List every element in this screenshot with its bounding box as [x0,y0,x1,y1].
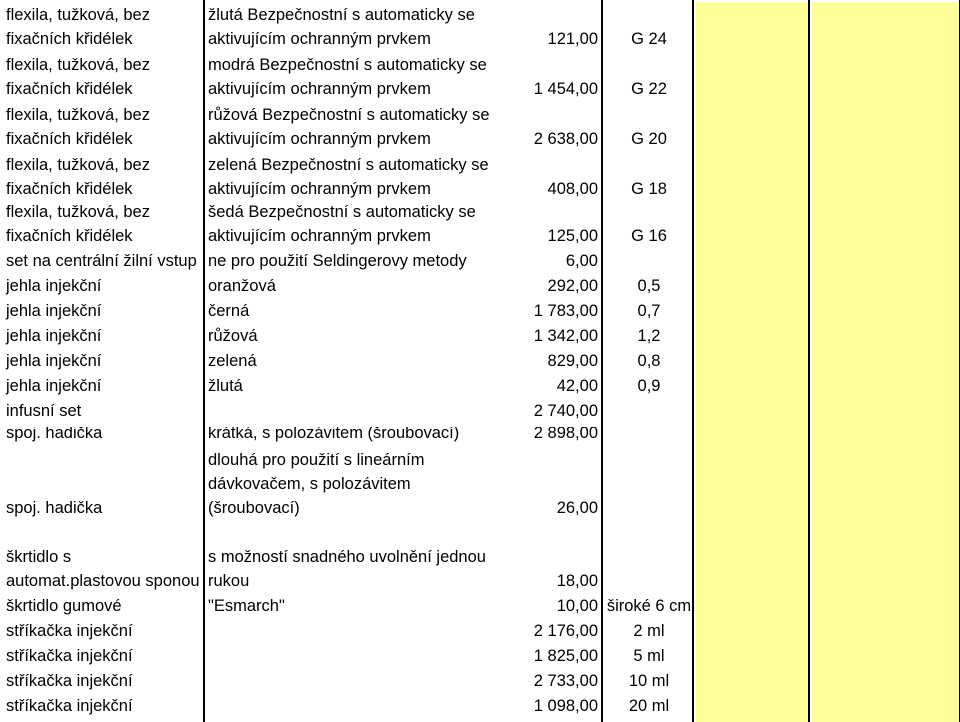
cell-text: G 16 [631,227,667,245]
cell-c0[interactable] [4,2,204,55]
cell-c1[interactable] [206,105,506,155]
cell-c3[interactable] [602,155,696,205]
cell-text: stříkačka injekční [6,622,133,640]
cell-text: škrtidlo s automat.plastovou sponou [6,548,200,590]
table-row [0,427,960,449]
cell-c1[interactable] [206,55,506,105]
cell-text: škrtidlo gumové [6,597,122,615]
cell-c2[interactable] [506,697,602,722]
cell-c2[interactable] [506,672,602,697]
cell-c3[interactable] [602,524,696,597]
cell-text: flexila, tužková, bez fixačních křidélek [6,106,150,148]
cell-c3[interactable] [602,622,696,647]
cell-text: G 24 [631,30,667,48]
cell-c3[interactable] [602,205,696,252]
cell-c5[interactable] [812,402,960,427]
table-row [0,449,960,524]
cell-c5[interactable] [812,647,960,672]
table-row [0,302,960,327]
cell-c3[interactable] [602,597,696,622]
table-row [0,697,960,722]
cell-c1[interactable] [206,302,506,327]
cell-c1[interactable] [206,377,506,402]
cell-text: 0,5 [637,277,661,295]
cell-text: žlutá Bezpečnostní s automaticky se aktivujícím ochranným prvkem [208,6,475,48]
cell-text: jehla injekční [6,302,102,320]
cell-text: jehla injekční [6,277,102,295]
cell-text: zelená Bezpečnostní s automaticky se aktivujícím ochranným prvkem [208,156,489,198]
cell-c4[interactable] [696,205,810,252]
cell-text: jehla injekční [6,352,102,370]
cell-c5[interactable] [812,277,960,302]
cell-text: ne pro použití Seldingerovy metody [208,252,467,270]
cell-c2[interactable] [506,302,602,327]
cell-c3[interactable] [602,697,696,722]
cell-text: 18,00 [556,572,598,590]
cell-text: 1 454,00 [533,80,598,98]
cell-c2[interactable] [506,105,602,155]
cell-c0[interactable] [4,352,204,377]
cell-c4[interactable] [696,647,810,672]
cell-c0[interactable] [4,524,204,597]
cell-c3[interactable] [602,105,696,155]
cell-c0[interactable] [4,647,204,672]
cell-text: stříkačka injekční [6,697,133,715]
cell-text: flexila, tužková, bez fixačních křidélek [6,205,150,245]
cell-c4[interactable] [696,449,810,524]
table-row [0,252,960,277]
cell-text: 2 ml [633,622,665,640]
cell-text: stříkačka injekční [6,672,133,690]
cell-text: 2 176,00 [533,622,598,640]
cell-c1[interactable] [206,402,506,427]
cell-c4[interactable] [696,252,810,277]
cell-c0[interactable] [4,327,204,352]
cell-c2[interactable] [506,55,602,105]
cell-c2[interactable] [506,427,602,449]
cell-text: 408,00 [547,180,598,198]
cell-c4[interactable] [696,155,810,205]
cell-c2[interactable] [506,155,602,205]
cell-c0[interactable] [4,55,204,105]
cell-c5[interactable] [812,377,960,402]
cell-c5[interactable] [812,205,960,252]
table-row [0,377,960,402]
table-row [0,352,960,377]
cell-c5[interactable] [812,2,960,55]
cell-c4[interactable] [696,2,810,55]
cell-text: spoj. hadička [6,499,103,517]
cell-text: 0,7 [637,302,661,320]
cell-text: žlutá [208,377,243,395]
cell-c3[interactable] [602,302,696,327]
cell-c2[interactable] [506,524,602,597]
grid-line [203,0,205,722]
cell-c2[interactable] [506,377,602,402]
cell-c2[interactable] [506,449,602,524]
cell-c3[interactable] [602,427,696,449]
cell-text: 2 898,00 [533,427,598,442]
table-row [0,155,960,205]
cell-c2[interactable] [506,352,602,377]
cell-text: G 20 [631,130,667,148]
cell-c1[interactable] [206,449,506,524]
cell-c0[interactable] [4,302,204,327]
cell-c4[interactable] [696,377,810,402]
cell-c4[interactable] [696,277,810,302]
cell-c3[interactable] [602,2,696,55]
cell-text: stříkačka injekční [6,647,133,665]
cell-c0[interactable] [4,155,204,205]
cell-text: G 22 [631,80,667,98]
cell-c2[interactable] [506,327,602,352]
cell-text: růžová [208,327,258,345]
cell-text: spoj. hadička [6,427,103,442]
cell-c1[interactable] [206,524,506,597]
cell-text: 10,00 [556,597,598,615]
table-row [0,327,960,352]
cell-c5[interactable] [812,302,960,327]
cell-text: 20 ml [628,697,670,715]
cell-c1[interactable] [206,697,506,722]
cell-text: černá [208,302,250,320]
cell-c2[interactable] [506,647,602,672]
cell-text: jehla injekční [6,377,102,395]
cell-c2[interactable] [506,597,602,622]
cell-text: 125,00 [547,227,598,245]
cell-c4[interactable] [696,622,810,647]
cell-text: 2 740,00 [533,402,598,420]
cell-c5[interactable] [812,155,960,205]
cell-c1[interactable] [206,427,506,449]
cell-c0[interactable] [4,697,204,722]
cell-c2[interactable] [506,252,602,277]
cell-c4[interactable] [696,524,810,597]
table-row [0,205,960,252]
cell-text: 1 342,00 [533,327,598,345]
cell-c3[interactable] [602,449,696,524]
table-row [0,622,960,647]
cell-text: set na centrální žilní vstup [6,252,197,270]
cell-c0[interactable] [4,427,204,449]
cell-c0[interactable] [4,402,204,427]
cell-text: 1 098,00 [533,697,598,715]
cell-c3[interactable] [602,55,696,105]
cell-c1[interactable] [206,352,506,377]
cell-c3[interactable] [602,672,696,697]
cell-c5[interactable] [812,697,960,722]
cell-text: šedá Bezpečnostní s automaticky se aktivujícím ochranným prvkem [208,205,476,245]
cell-c1[interactable] [206,252,506,277]
cell-text: krátká, s polozávitem (šroubovací) [208,427,460,442]
cell-c1[interactable] [206,622,506,647]
cell-c5[interactable] [812,252,960,277]
cell-c5[interactable] [812,622,960,647]
cell-text: 1 783,00 [533,302,598,320]
cell-c5[interactable] [812,672,960,697]
cell-text: flexila, tužková, bez fixačních křidélek [6,6,150,48]
cell-c1[interactable] [206,597,506,622]
cell-c0[interactable] [4,105,204,155]
table-row [0,647,960,672]
cell-text: dlouhá pro použití s lineárním dávkovačem, s polozávitem (šroubovací) [208,451,425,517]
grid-line [692,0,694,722]
cell-c5[interactable] [812,55,960,105]
cell-text: flexila, tužková, bez fixačních křidélek [6,56,150,98]
cell-text: 0,9 [637,377,661,395]
cell-text: 2 733,00 [533,672,598,690]
cell-c1[interactable] [206,277,506,302]
cell-c0[interactable] [4,672,204,697]
cell-text: 829,00 [547,352,598,370]
cell-c1[interactable] [206,672,506,697]
cell-text: 42,00 [556,377,598,395]
cell-text: 5 ml [633,647,665,665]
table-row [0,55,960,105]
cell-c4[interactable] [696,597,810,622]
cell-c4[interactable] [696,402,810,427]
cell-c0[interactable] [4,205,204,252]
cell-c5[interactable] [812,352,960,377]
table-row [0,402,960,427]
cell-text: 292,00 [547,277,598,295]
cell-text: oranžová [208,277,276,295]
cell-text: infusní set [6,402,82,420]
cell-c4[interactable] [696,427,810,449]
table-row [0,277,960,302]
cell-text: s možností snadného uvolnění jednou rukou [208,548,486,590]
cell-c1[interactable] [206,327,506,352]
cell-c5[interactable] [812,105,960,155]
cell-c0[interactable] [4,277,204,302]
cell-c4[interactable] [696,302,810,327]
table-row [0,597,960,622]
cell-text: široké 6 cm [606,597,692,615]
cell-c3[interactable] [602,647,696,672]
cell-c2[interactable] [506,622,602,647]
table-row [0,2,960,55]
cell-text: "Esmarch" [208,597,285,615]
cell-c2[interactable] [506,205,602,252]
cell-c5[interactable] [812,524,960,597]
cell-text: zelená [208,352,257,370]
cell-text: G 18 [631,180,667,198]
grid-line [601,0,603,722]
cell-c0[interactable] [4,622,204,647]
cell-c3[interactable] [602,402,696,427]
table-row [0,524,960,597]
cell-c3[interactable] [602,252,696,277]
cell-text: 1,2 [637,327,661,345]
cell-c4[interactable] [696,55,810,105]
cell-c0[interactable] [4,597,204,622]
cell-c5[interactable] [812,597,960,622]
cell-c3[interactable] [602,377,696,402]
cell-c5[interactable] [812,327,960,352]
cell-c3[interactable] [602,327,696,352]
cell-c0[interactable] [4,252,204,277]
cell-c4[interactable] [696,352,810,377]
cell-text: 0,8 [637,352,661,370]
cell-c2[interactable] [506,402,602,427]
cell-c0[interactable] [4,449,204,524]
cell-text: růžová Bezpečnostní s automaticky se aktivujícím ochranným prvkem [208,106,490,148]
cell-c1[interactable] [206,155,506,205]
cell-text: 26,00 [556,499,598,517]
cell-c1[interactable] [206,205,506,252]
cell-c5[interactable] [812,449,960,524]
cell-text: 6,00 [565,252,598,270]
table-row [0,672,960,697]
cell-c0[interactable] [4,377,204,402]
cell-c3[interactable] [602,277,696,302]
cell-c5[interactable] [812,427,960,449]
grid-line [808,0,810,722]
cell-text: flexila, tužková, bez fixačních křidélek [6,156,150,198]
cell-c4[interactable] [696,697,810,722]
cell-text: modrá Bezpečnostní s automaticky se aktivujícím ochranným prvkem [208,56,487,98]
cell-text: 1 825,00 [533,647,598,665]
cell-c2[interactable] [506,2,602,55]
cell-text: 10 ml [628,672,670,690]
cell-c4[interactable] [696,327,810,352]
cell-c3[interactable] [602,352,696,377]
cell-text: 2 638,00 [533,130,598,148]
cell-c4[interactable] [696,672,810,697]
cell-c2[interactable] [506,277,602,302]
cell-c1[interactable] [206,647,506,672]
table-row [0,105,960,155]
cell-text: jehla injekční [6,327,102,345]
cell-c1[interactable] [206,2,506,55]
cell-c4[interactable] [696,105,810,155]
cell-text: 121,00 [547,30,598,48]
